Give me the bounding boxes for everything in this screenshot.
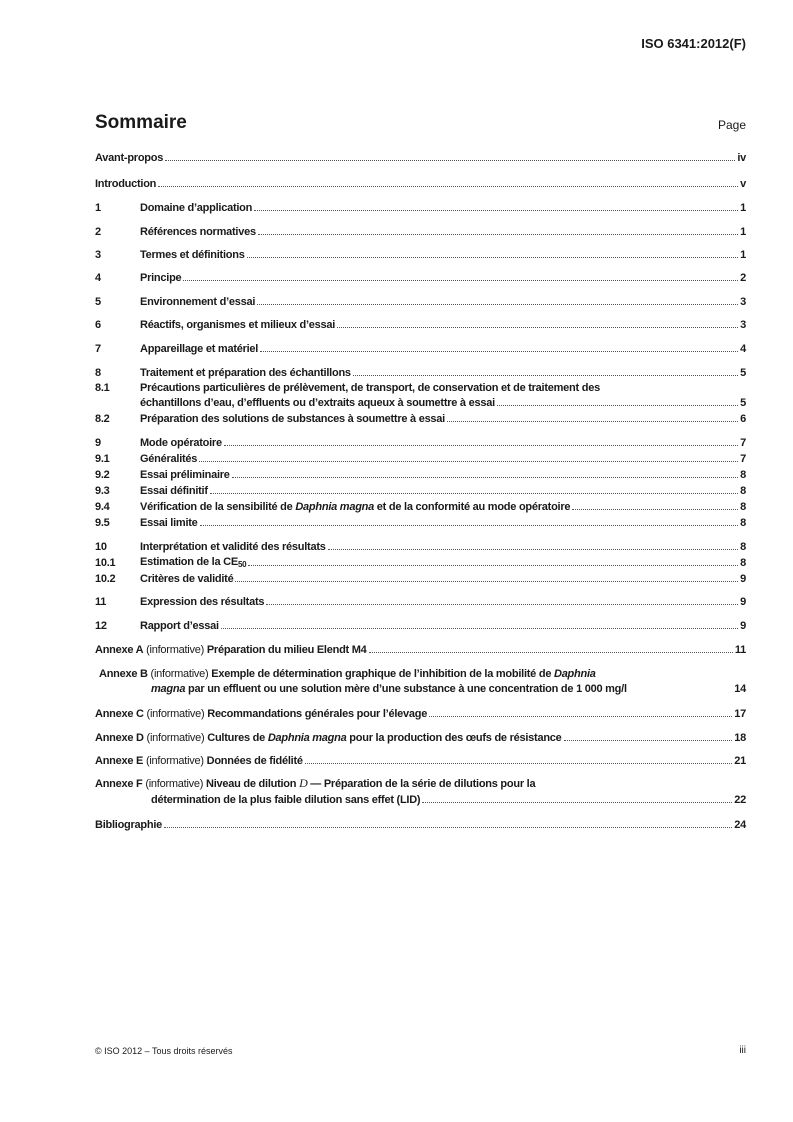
section-number: 10.2 (95, 573, 116, 585)
section-title (95, 732, 562, 744)
title-segment: détermination de la plus faible dilution sans effet (LID) (151, 794, 421, 806)
dot-leader (235, 581, 738, 582)
section-title (151, 683, 627, 695)
title-segment: Annexe B (99, 668, 148, 680)
page-column-label: Page (717, 118, 746, 132)
toc-entry[interactable] (95, 594, 746, 608)
page-number: 1 (740, 202, 746, 214)
page-number: 8 (740, 501, 746, 513)
page-number: 11 (734, 644, 746, 656)
dot-leader (429, 716, 732, 717)
title-segment: Mode opératoire (140, 437, 222, 449)
title-segment: Vérification de la sensibilité de (140, 501, 296, 513)
title-segment: Préparation du milieu Elendt M4 (206, 644, 367, 656)
toc-entry[interactable] (95, 499, 746, 513)
dot-leader (200, 525, 739, 526)
toc-entry[interactable] (95, 483, 746, 497)
section-title (140, 453, 197, 465)
title-segment: 50 (237, 560, 247, 569)
title-segment: Daphnia (554, 668, 596, 680)
section-number: 9.4 (95, 501, 110, 513)
title-segment: (informative) (143, 708, 208, 720)
dot-leader (164, 827, 732, 828)
section-title (140, 343, 258, 355)
toc-entry-continuation[interactable] (95, 681, 746, 695)
page-number: 8 (740, 469, 746, 481)
document-id: ISO 6341:2012(F) (641, 36, 746, 51)
title-segment: Bibliographie (95, 819, 163, 831)
title-segment: Références normatives (140, 226, 256, 238)
page-number: 8 (740, 557, 746, 569)
title-segment: Annexe E (95, 755, 144, 767)
section-title (140, 249, 245, 261)
toc-entry[interactable] (95, 224, 746, 238)
title-segment: Annexe A (95, 644, 144, 656)
toc-entry[interactable] (95, 247, 746, 261)
page-number: 1 (740, 249, 746, 261)
section-title (140, 367, 351, 379)
dot-leader (305, 763, 733, 764)
title-segment: Rapport d’essai (140, 620, 219, 632)
page-number: 24 (734, 819, 746, 831)
section-title (140, 485, 208, 497)
section-title (140, 226, 256, 238)
title-segment: Appareillage et matériel (140, 343, 259, 355)
title-segment: Traitement et préparation des échantillons (140, 367, 351, 379)
title-segment: Daphnia magna (295, 501, 374, 513)
title-segment: Environnement d’essai (140, 296, 256, 308)
page-number: 14 (734, 683, 746, 695)
section-number: 4 (95, 272, 101, 284)
dot-leader (337, 327, 738, 328)
page-number: 4 (740, 343, 746, 355)
title-segment: D (299, 776, 308, 790)
toc-entry[interactable] (95, 730, 746, 744)
section-title (140, 202, 252, 214)
section-number: 9.1 (95, 453, 110, 465)
toc-entry[interactable] (95, 176, 746, 190)
section-title (95, 776, 535, 791)
title-segment: Généralités (140, 453, 198, 465)
section-title (140, 319, 335, 331)
title-segment: Essai limite (140, 517, 198, 529)
title-segment: échantillons d’eau, d’effluents ou d’extraits aqueux à soumettre à essai (140, 397, 495, 409)
toc-entry[interactable] (95, 817, 746, 831)
section-number: 6 (95, 319, 101, 331)
section-title (140, 382, 600, 394)
toc-entry[interactable] (95, 270, 746, 284)
dot-leader (564, 740, 733, 741)
section-number: 8 (95, 367, 101, 379)
title-segment: Niveau de dilution (206, 778, 300, 790)
toc-entry[interactable] (95, 200, 746, 214)
section-title (140, 469, 230, 481)
section-title (140, 437, 222, 449)
dot-leader (328, 549, 739, 550)
title-segment: Expression des résultats (140, 596, 265, 608)
dot-leader (497, 405, 738, 406)
section-title (95, 819, 162, 831)
section-title (140, 556, 246, 569)
page-number: 2 (740, 272, 746, 284)
toc-entry[interactable] (95, 555, 746, 569)
title-segment: Cultures de (207, 732, 268, 744)
title-segment: Réactifs, organismes et milieux d’essai (140, 319, 336, 331)
section-title (140, 517, 198, 529)
page-number: 21 (734, 755, 746, 767)
title-segment: Essai définitif (140, 485, 208, 497)
section-number: 10.1 (95, 557, 116, 569)
section-title (95, 152, 163, 164)
section-title (140, 501, 570, 513)
dot-leader (447, 421, 738, 422)
dot-leader (158, 186, 738, 187)
section-number: 8.1 (95, 382, 110, 394)
title-segment: (informative) (143, 644, 207, 656)
section-title (151, 794, 420, 806)
section-title (99, 668, 596, 680)
title-segment: magna (151, 683, 186, 695)
title-segment: (informative) (143, 732, 208, 744)
section-title (140, 620, 219, 632)
title-segment: Recommandations générales pour l’élevage (207, 708, 428, 720)
page-number: 7 (740, 453, 746, 465)
page-number: 17 (734, 708, 746, 720)
section-number: 12 (95, 620, 107, 632)
dot-leader (232, 477, 738, 478)
section-number: 7 (95, 343, 101, 355)
section-title (140, 541, 326, 553)
dot-leader (247, 257, 739, 258)
toc-entry[interactable] (95, 753, 746, 767)
title-segment: Annexe F (95, 778, 143, 790)
section-number: 8.2 (95, 413, 110, 425)
toc-title: Sommaire (95, 112, 187, 133)
dot-leader (224, 445, 738, 446)
section-number: 5 (95, 296, 101, 308)
dot-leader (422, 802, 732, 803)
title-segment: — Préparation de la série de dilutions pour la (307, 778, 536, 790)
title-segment: Préparation des solutions de substances à soumettre à essai (140, 413, 445, 425)
toc-entry[interactable] (95, 777, 746, 791)
toc-entry[interactable] (95, 618, 746, 632)
title-segment: Avant-propos (95, 152, 164, 164)
page-number: 8 (740, 541, 746, 553)
dot-leader (257, 304, 738, 305)
section-number: 9.2 (95, 469, 110, 481)
title-segment: Annexe D (95, 732, 144, 744)
toc-entry[interactable] (95, 706, 746, 720)
section-title (140, 573, 233, 585)
section-number: 9 (95, 437, 101, 449)
dot-leader (254, 210, 738, 211)
toc-entry[interactable] (95, 150, 746, 164)
page-number: 18 (734, 732, 746, 744)
title-segment: Précautions particulières de prélèvement, de transport, de conservation et de traitement des (140, 382, 600, 394)
title-segment: (informative) (147, 668, 212, 680)
page-number: 7 (740, 437, 746, 449)
dot-leader (248, 565, 738, 566)
section-title (140, 272, 181, 284)
page-number: 9 (740, 596, 746, 608)
section-title (95, 708, 427, 720)
section-title (140, 296, 255, 308)
title-segment: Interprétation et validité des résultats (140, 541, 326, 553)
toc-entry[interactable] (95, 380, 746, 394)
section-number: 2 (95, 226, 101, 238)
toc-entry-continuation[interactable] (95, 792, 746, 806)
section-number: 11 (95, 596, 107, 608)
title-segment: (informative) (142, 778, 207, 790)
title-segment: Données de fidélité (206, 755, 303, 767)
section-title (95, 755, 303, 767)
page-number: 9 (740, 620, 746, 632)
title-segment: Principe (140, 272, 182, 284)
toc-entry[interactable] (95, 571, 746, 585)
title-segment: Estimation de la CE (140, 556, 238, 568)
toc-entry[interactable] (95, 435, 746, 449)
section-title (95, 644, 367, 656)
page-number: 22 (734, 794, 746, 806)
dot-leader (165, 160, 735, 161)
dot-leader (266, 604, 738, 605)
toc-entry[interactable] (95, 666, 746, 680)
section-number: 9.5 (95, 517, 110, 529)
section-title (95, 178, 156, 190)
dot-leader (221, 628, 738, 629)
page-number: 3 (740, 319, 746, 331)
dot-leader (258, 234, 738, 235)
dot-leader (260, 351, 738, 352)
toc-entry[interactable] (95, 294, 746, 308)
page-number: 1 (740, 226, 746, 238)
dot-leader (199, 461, 738, 462)
title-segment: Domaine d’application (140, 202, 253, 214)
page-number: 6 (740, 413, 746, 425)
title-segment: Termes et définitions (140, 249, 245, 261)
title-segment: par un effluent ou une solution mère d’une substance à une concentration de 1 000 mg/l (185, 683, 627, 695)
dot-leader (183, 280, 738, 281)
title-segment: Essai préliminaire (140, 469, 230, 481)
title-segment: Daphnia magna (267, 732, 347, 744)
page-number: 9 (740, 573, 746, 585)
page-number: 8 (740, 485, 746, 497)
page-number: 5 (740, 397, 746, 409)
toc-entry[interactable] (95, 451, 746, 465)
title-segment: Exemple de détermination graphique de l’inhibition de la mobilité de (211, 668, 554, 680)
footer-copyright: © ISO 2012 – Tous droits réservés (95, 1046, 233, 1056)
section-number: 9.3 (95, 485, 110, 497)
page-number: 8 (740, 517, 746, 529)
toc-entry-continuation[interactable] (95, 395, 746, 409)
dot-leader (572, 509, 738, 510)
toc-entry[interactable] (95, 515, 746, 529)
toc-entry[interactable] (95, 365, 746, 379)
toc-entry[interactable] (95, 467, 746, 481)
section-number: 1 (95, 202, 101, 214)
section-number: 3 (95, 249, 101, 261)
dot-leader (369, 652, 733, 653)
title-segment: et de la conformité au mode opératoire (374, 501, 571, 513)
toc-entry[interactable] (95, 317, 746, 331)
toc-entry[interactable] (95, 539, 746, 553)
page-number: 3 (740, 296, 746, 308)
page-number: 5 (740, 367, 746, 379)
section-number: 10 (95, 541, 107, 553)
dot-leader (210, 493, 738, 494)
page-number: iv (737, 152, 746, 164)
title-segment: Introduction (95, 178, 157, 190)
toc-entry[interactable] (95, 411, 746, 425)
section-title (140, 413, 445, 425)
toc-entry[interactable] (95, 341, 746, 355)
section-title (140, 397, 495, 409)
title-segment: Critères de validité (140, 573, 234, 585)
title-segment: (informative) (143, 755, 207, 767)
dot-leader (353, 375, 738, 376)
toc-entry[interactable] (95, 642, 746, 656)
title-segment: Annexe C (95, 708, 144, 720)
section-title (140, 596, 264, 608)
footer-page-number: iii (739, 1045, 746, 1056)
title-segment: pour la production des œufs de résistance (346, 732, 562, 744)
page-number: v (740, 178, 746, 190)
